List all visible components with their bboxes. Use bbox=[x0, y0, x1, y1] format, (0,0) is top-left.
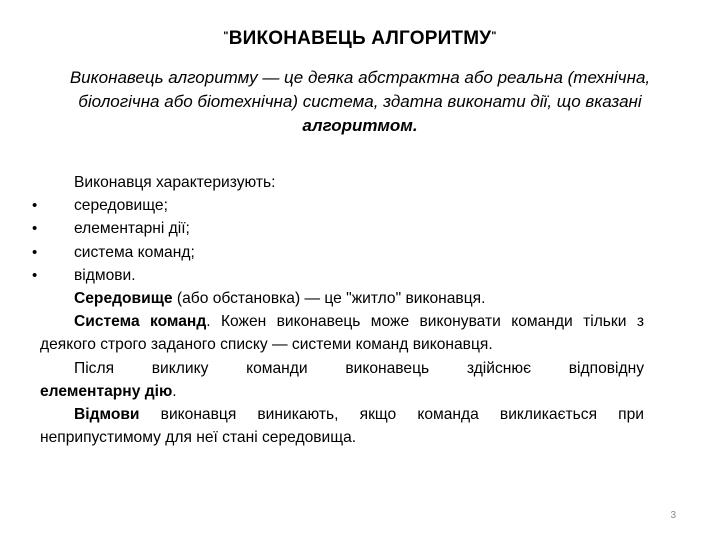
page-number: 3 bbox=[670, 510, 676, 521]
bullet-marker: • bbox=[32, 266, 38, 284]
characteristics-intro: Виконавця характеризують: bbox=[74, 174, 276, 191]
title-quote-open: " bbox=[223, 30, 229, 42]
list-item-text: елементарні дії; bbox=[74, 220, 190, 238]
slide-body bbox=[32, 171, 644, 449]
environment-paragraph bbox=[40, 287, 644, 310]
environment-text: (або обстановка) — це "житло" виконавця. bbox=[172, 290, 486, 308]
list-item bbox=[32, 241, 644, 264]
elementary-action-line: Після виклику команди виконавець здійснює відповідну bbox=[74, 359, 644, 377]
bullet-marker: • bbox=[32, 197, 38, 215]
environment-term: Середовище bbox=[74, 290, 173, 308]
slide-title bbox=[0, 28, 720, 50]
command-system-text: . Кожен виконавець може виконувати команди тільки з деякого строго заданого списку — системи команд виконавця. bbox=[40, 313, 644, 354]
failures-paragraph bbox=[40, 403, 644, 449]
elementary-action-term: елементарну дію bbox=[40, 382, 173, 400]
failures-term: Відмови bbox=[74, 406, 140, 424]
failures-text: виконавця виникають, якщо команда викликається при неприпустимому для неї стані середовища. bbox=[40, 406, 644, 447]
characteristics-list bbox=[32, 194, 644, 287]
list-item bbox=[32, 264, 644, 287]
list-item bbox=[32, 217, 644, 240]
command-system-paragraph bbox=[40, 310, 644, 356]
bullet-marker: • bbox=[32, 220, 38, 238]
title-text: ВИКОНАВЕЦЬ АЛГОРИТМУ bbox=[228, 28, 492, 49]
elementary-action-end: . bbox=[172, 382, 177, 400]
list-item-text: система команд; bbox=[74, 243, 195, 261]
command-system-term: Система команд bbox=[74, 313, 207, 331]
elementary-action-continuation bbox=[40, 380, 644, 403]
title-quote-close: " bbox=[491, 30, 497, 42]
list-item-text: середовище; bbox=[74, 197, 168, 215]
bullet-marker: • bbox=[32, 243, 38, 261]
list-item-text: відмови. bbox=[74, 266, 136, 284]
list-item bbox=[32, 194, 644, 217]
definition-emphasis: алгоритмом. bbox=[302, 116, 418, 135]
definition-paragraph bbox=[30, 66, 690, 138]
definition-text: Виконавець алгоритму — це деяка абстрактна або реальна (технічна, біологічна або біотехнічна) система, здатна виконати дії, що вказані bbox=[69, 68, 651, 111]
